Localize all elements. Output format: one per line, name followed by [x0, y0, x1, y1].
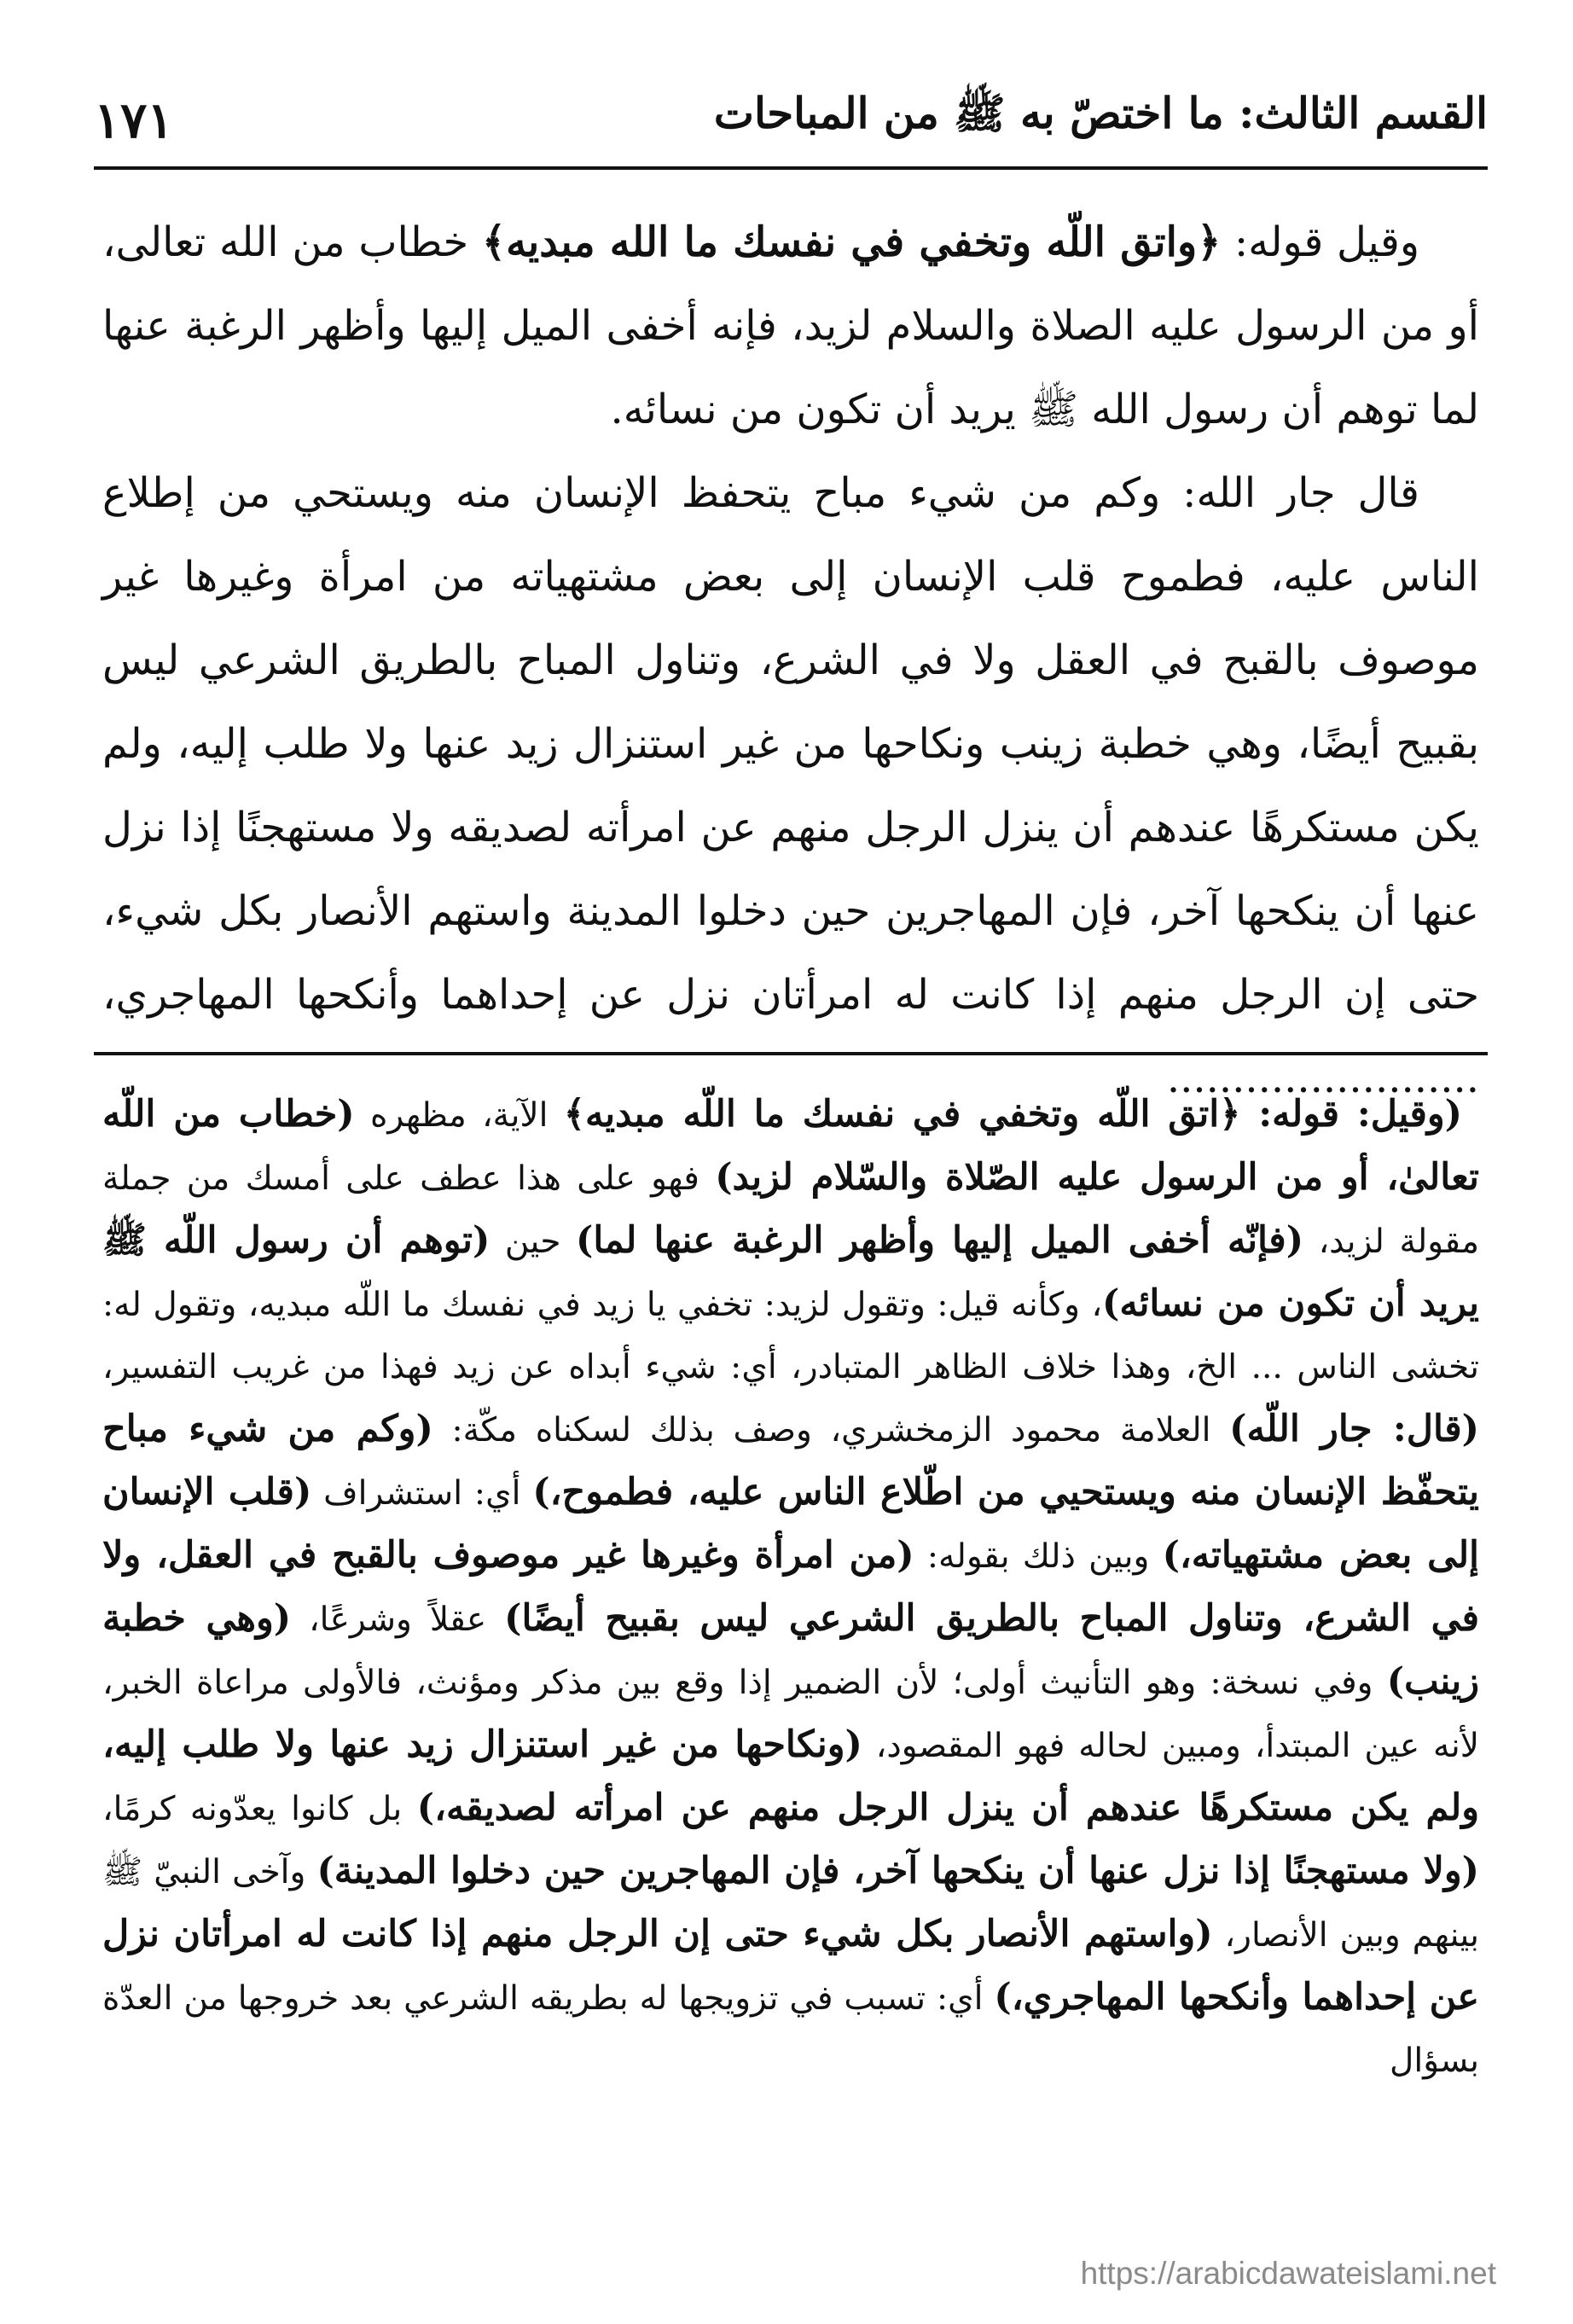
commentary-quoted-segment: (توهم أن رسول اللّه ﷺ يريد أن تكون من نسائه) [102, 1219, 1479, 1325]
commentary-text [102, 1084, 1479, 2092]
quran-quote: ﴿واتق اللّه وتخفي في نفسك ما الله مبديه﴾ [481, 218, 1222, 266]
commentary-explanation-segment: الآية، مظهره [354, 1096, 564, 1135]
page-header [94, 81, 1488, 149]
footnote-rule [94, 1052, 1488, 1055]
commentary-explanation-segment: أي: تسبب في تزويجها له بطريقه الشرعي بعد خروجها من العدّة بسؤال [102, 1979, 1479, 2080]
commentary-explanation-segment: أي: استشراف [311, 1474, 533, 1513]
page-number: ١٧١ [94, 91, 174, 149]
commentary-paragraph [102, 1084, 1479, 2092]
commentary-explanation-segment: عقلاً وشرعًا، [291, 1601, 505, 1639]
commentary-explanation-segment: وآخى النبيّ ﷺ بينهم وبين الأنصار، [102, 1853, 1479, 1955]
commentary-quoted-segment: (ونكاحها من غير استنزال زيد عنها ولا طلب إليه، ولم يكن مستكرهًا عندهم أن ينزل الرجل منهم عن امرأته لصديقه،) [102, 1723, 1479, 1829]
main-p2-text: قال جار الله: وكم من شيء مباح يتحفظ الإنسان منه ويستحي من إطلاع الناس عليه، فطموح قلب الإنسان إلى بعض مشتهياته من امرأة وغيرها غير موصوف بالقبح في العقل ولا في الشرع، وتناول المباح بالطريق الشرعي ليس بقبيح أيضًا، وهي خطبة زينب ونكاحها من غير استنزال زيد عنها ولا طلب إليه، ولم يكن مستكرهًا عندهم أن ينزل الرجل منهم عن امرأته لصديقه ولا مستهجنًا إذا نزل عنها أن ينكحها آخر، فإن المهاجرين حين دخلوا المدينة واستهم الأنصار بكل شيء، حتى إن الرجل منهم إذا كانت له امرأتان نزل عن إحداهما وأنكحها المهاجري، [102, 469, 1479, 1019]
main-text [102, 200, 1479, 1120]
commentary-quoted-segment: (وكم من شيء مباح يتحفّظ الإنسان منه ويستحيي من اطّلاع الناس عليه، فطموح،) [102, 1408, 1479, 1514]
header-rule [94, 166, 1488, 170]
main-intro: وقيل قوله: [1221, 218, 1420, 266]
commentary-quoted-segment: (واستهم الأنصار بكل شيء حتى إن الرجل منهم إذا كانت له امرأتان نزل عن إحداهما وأنكحها المهاجري،) [102, 1913, 1479, 2019]
commentary-explanation-segment: بل كانوا يعدّونه كرمًا، [102, 1790, 417, 1828]
main-p1-rest: خطاب من الله تعالى، أو من الرسول عليه الصلاة والسلام لزيد، فإنه أخفى الميل إليها وأظهر الرغبة عنها لما توهم أن رسول الله ﷺ يريد أن تكون من نسائه. [102, 218, 1479, 433]
watermark-url: https://arabicdawateislami.net [1080, 2256, 1496, 2291]
commentary-explanation-segment: وبين ذلك بقوله: [914, 1537, 1163, 1576]
main-paragraph-2 [102, 451, 1479, 1120]
commentary-quoted-segment: (من امرأة وغيرها غير موصوف بالقبح في العقل، ولا في الشرع، وتناول المباح بالطريق الشرعي ليس بقبيح أيضًا) [102, 1534, 1480, 1640]
commentary-explanation-segment: العلامة محمود الزمخشري، وصف بذلك لسكناه مكّة: [432, 1411, 1230, 1450]
ellipsis-dots: ........................ [1166, 1055, 1479, 1102]
commentary-quoted-segment: (وقيل: قوله: [1240, 1093, 1462, 1136]
commentary-explanation-segment: ، وكأنه قيل: وتقول لزيد: تخفي يا زيد في نفسك ما اللّه مبديه، وتقول له: تخشى الناس ... الخ، وهذا خلاف الظاهر المتبادر، أي: شيء أبداه عن زيد فهذا من غريب التفسير، [102, 1286, 1479, 1386]
commentary-quoted-segment: (خطاب من اللّه تعالىٰ، أو من الرسول عليه الصّلاة والسّلام لزيد) [102, 1093, 1480, 1199]
commentary-quoted-segment: (قال: جار اللّه) [1229, 1408, 1479, 1450]
running-head: القسم الثالث: ما اختصّ به ﷺ من المباحات [713, 88, 1488, 138]
commentary-quoted-segment: (ولا مستهجنًا إذا نزل عنها أن ينكحها آخر، فإن المهاجرين حين دخلوا المدينة) [316, 1850, 1479, 1892]
commentary-explanation-segment: حين [490, 1223, 576, 1261]
commentary-quoted-segment: (وهي خطبة زينب) [102, 1597, 1479, 1703]
commentary-quoted-segment: (فإنّه أخفى الميل إليها وأظهر الرغبة عنها لما) [575, 1219, 1304, 1262]
commentary-explanation-segment: فهو على هذا عطف على أمسك من جملة مقولة لزيد، [102, 1159, 1479, 1261]
commentary-quoted-segment: ﴿اتق اللّه وتخفي في نفسك ما اللّه مبديه﴾ [563, 1093, 1241, 1136]
commentary-quoted-segment: (قلب الإنسان إلى بعض مشتهياته،) [102, 1471, 1480, 1577]
commentary-explanation-segment: وفي نسخة: وهو التأنيث أولى؛ لأن الضمير إذا وقع بين مذكر ومؤنث، فالأولى مراعاة الخبر، لأنه عين المبتدأ، ومبين لحاله فهو المقصود، [102, 1664, 1479, 1765]
main-paragraph-1 [102, 200, 1479, 451]
